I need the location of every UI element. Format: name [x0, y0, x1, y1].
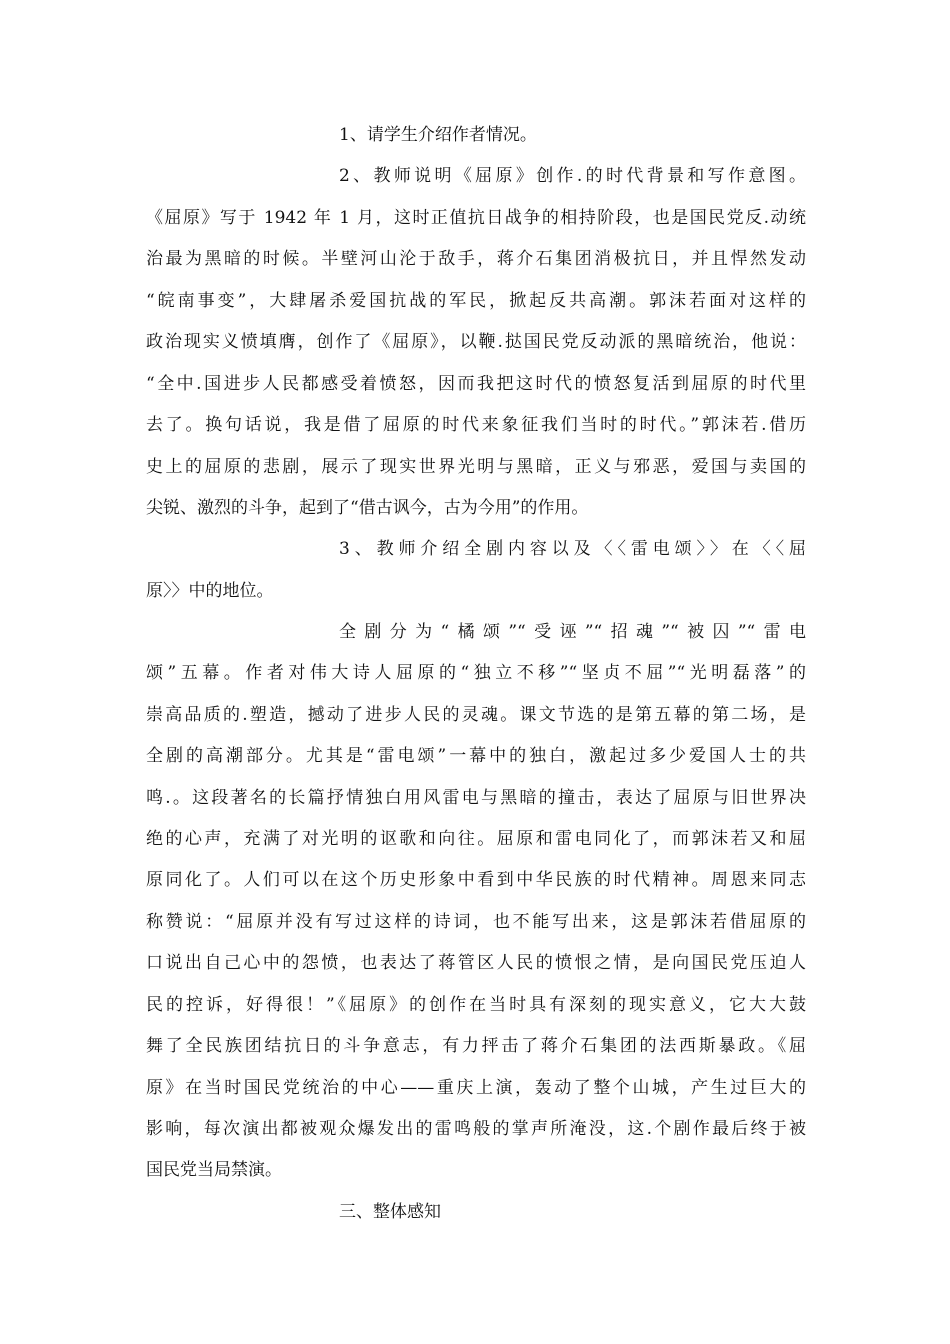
- paragraph-line: 绝的心声，充满了对光明的讴歌和向往。屈原和雷电同化了，而郭沫若又和屈: [146, 829, 806, 849]
- paragraph-line: 《屈原》写于 1942 年 1 月，这时正值抗日战争的相持阶段，也是国民党反.动统: [146, 208, 806, 228]
- paragraph-line: “皖南事变”，大肆屠杀爱国抗战的军民，掀起反共高潮。郭沫若面对这样的: [146, 291, 806, 311]
- paragraph-line: 口说出自己心中的怨愤，也表达了蒋管区人民的愤恨之情，是向国民党压迫人: [146, 953, 806, 973]
- paragraph-line: 尖锐、激烈的斗争，起到了“借古讽今，古为今用”的作用。: [146, 498, 589, 518]
- paragraph-line: 治最为黑暗的时候。半壁河山沦于敌手，蒋介石集团消极抗日，并且悍然发动: [146, 249, 806, 269]
- paragraph-line: 原〉〉中的地位。: [146, 581, 274, 601]
- paragraph-line: 全剧分为“橘颂”“受诬”“招魂”“被囚”“雷电: [339, 622, 806, 642]
- list-item-intro-author: 1、请学生介绍作者情况。: [339, 125, 537, 145]
- paragraph-line: “全中.国进步人民都感受着愤怒，因而我把这时代的愤怒复活到屈原的时代里: [146, 374, 806, 394]
- paragraph-line: 颂”五幕。作者对伟大诗人屈原的“独立不移”“坚贞不屈”“光明磊落”的: [146, 663, 806, 683]
- paragraph-line: 舞了全民族团结抗日的斗争意志，有力抨击了蒋介石集团的法西斯暴政。《屈: [146, 1036, 806, 1056]
- paragraph-line: 全剧的高潮部分。尤其是“雷电颂”一幕中的独白，激起过多少爱国人士的共: [146, 746, 806, 766]
- paragraph-line: 政治现实义愤填膺，创作了《屈原》，以鞭.挞国民党反动派的黑暗统治，他说：: [146, 332, 806, 352]
- paragraph-line: 国民党当局禁演。: [146, 1160, 282, 1180]
- paragraph-line: 去了。换句话说，我是借了屈原的时代来象征我们当时的时代。”郭沫若.借历: [146, 415, 806, 435]
- list-item-background: 2、教师说明《屈原》创作.的时代背景和写作意图。: [339, 166, 806, 186]
- paragraph-line: 崇高品质的.塑造，撼动了进步人民的灵魂。课文节选的是第五幕的第二场，是: [146, 705, 806, 725]
- section-heading: 三、整体感知: [339, 1202, 441, 1222]
- paragraph-line: 原同化了。人们可以在这个历史形象中看到中华民族的时代精神。周恩来同志: [146, 870, 806, 890]
- paragraph-line: 鸣.。这段著名的长篇抒情独白用风雷电与黑暗的撞击，表达了屈原与旧世界决: [146, 788, 806, 808]
- paragraph-line: 民的控诉，好得很！”《屈原》的创作在当时具有深刻的现实意义，它大大鼓: [146, 995, 806, 1015]
- list-item-drama-content: 3、教师介绍全剧内容以及〈〈雷电颂〉〉在〈〈屈: [339, 539, 806, 559]
- paragraph-line: 影响，每次演出都被观众爆发出的雷鸣般的掌声所淹没，这.个剧作最后终于被: [146, 1119, 806, 1139]
- paragraph-line: 原》在当时国民党统治的中心——重庆上演，轰动了整个山城，产生过巨大的: [146, 1078, 806, 1098]
- paragraph-line: 称赞说：“屈原并没有写过这样的诗词，也不能写出来，这是郭沫若借屈原的: [146, 912, 806, 932]
- paragraph-line: 史上的屈原的悲剧，展示了现实世界光明与黑暗，正义与邪恶，爱国与卖国的: [146, 457, 806, 477]
